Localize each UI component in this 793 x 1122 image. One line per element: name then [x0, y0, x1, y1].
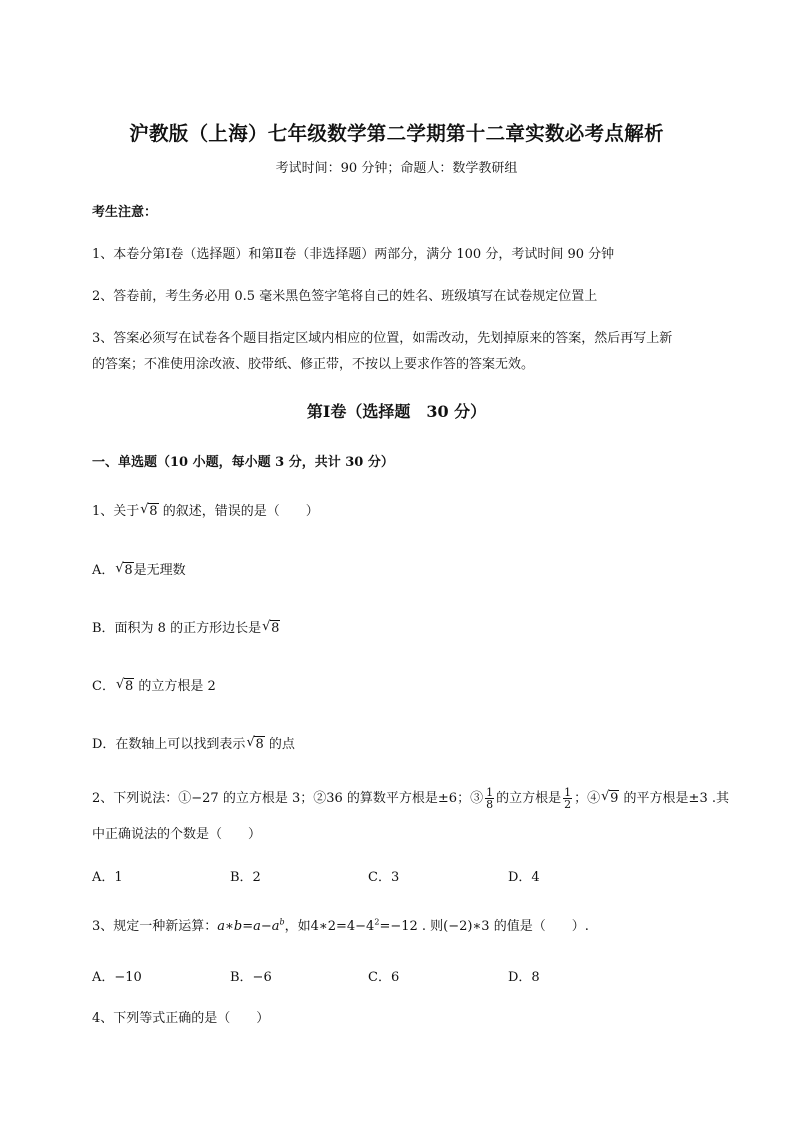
question-1-option-b[interactable]: B．面积为 8 的正方形边长是 √ 8 — [92, 619, 280, 636]
exam-subtitle: 考试时间：90 分钟；命题人：数学教研组 — [275, 161, 518, 176]
question-2-stem: 2、下列说法：①−27 的立方根是 3；②36 的算数平方根是±6；③ $\frac{1}{8}$ 的立方根是 $\frac{1}{2}$ ；④ √ 9 的平方根是±3 .其 — [92, 786, 729, 811]
question-3-option-c[interactable]: C．6 — [368, 970, 400, 985]
operation-example: 4∗2=4−4 — [310, 919, 375, 934]
notice-item-3: 3、答案必须写在试卷各个题目指定区域内相应的位置，如需改动，先划掉原来的答案，然后再写上新 — [92, 331, 673, 346]
question-2-option-c[interactable]: C．3 — [368, 870, 400, 885]
question-4-stem: 4、下列等式正确的是（ ） — [92, 1011, 270, 1026]
question-1-option-a[interactable]: A． √ 8是无理数 — [92, 561, 186, 578]
question-2-stem-cont: 中正确说法的个数是（ ） — [92, 827, 262, 842]
section-title: 第Ⅰ卷（选择题 30 分） — [306, 402, 487, 421]
question-1-stem: 1、关于 √ 8 的叙述，错误的是（ ） — [92, 502, 319, 519]
fraction-one-half: $\frac{1}{2}$ — [564, 786, 572, 811]
notice-item-3-cont: 的答案；不准使用涂改液、胶带纸、修正带，不按以上要求作答的答案无效。 — [92, 357, 535, 372]
sqrt-symbol: √ 8 — [115, 561, 133, 578]
fraction-one-eighth: $\frac{1}{8}$ — [486, 786, 494, 811]
question-2-option-d[interactable]: D．4 — [508, 870, 540, 885]
question-3-option-b[interactable]: B．−6 — [230, 970, 272, 985]
sqrt-symbol: √ 9 — [601, 789, 619, 806]
notice-item-1: 1、本卷分第Ⅰ卷（选择题）和第Ⅱ卷（非选择题）两部分，满分 100 分，考试时间 90 分钟 — [92, 247, 615, 262]
page-title: 沪教版（上海）七年级数学第二学期第十二章实数必考点解析 — [129, 122, 664, 145]
sqrt-symbol: √ 8 — [140, 502, 158, 519]
question-3-option-a[interactable]: A．−10 — [92, 970, 142, 985]
question-1-option-d[interactable]: D．在数轴上可以找到表示 √ 8 的点 — [92, 735, 295, 752]
question-2-option-a[interactable]: A．1 — [92, 870, 123, 885]
question-1-option-c[interactable]: C． √ 8 的立方根是 2 — [92, 677, 216, 694]
sqrt-symbol: √ 8 — [262, 619, 280, 636]
operation-definition: a∗b=a−a — [217, 919, 280, 934]
notice-heading: 考生注意： — [92, 205, 158, 220]
notice-item-2: 2、答卷前，考生务必用 0.5 毫米黑色签字笔将自己的姓名、班级填写在试卷规定位置上 — [92, 289, 598, 304]
part-heading: 一、单选题（10 小题，每小题 3 分，共计 30 分） — [92, 455, 394, 470]
question-3-option-d[interactable]: D．8 — [508, 970, 540, 985]
sqrt-symbol: √ 8 — [115, 677, 134, 694]
question-3-stem: 3、规定一种新运算：$a∗b=a-a^b$，如$4∗2=4-4^2=-12$ . 则(−2)∗3 的值是（ ）. — [92, 917, 589, 934]
question-2-option-b[interactable]: B．2 — [230, 870, 261, 885]
sqrt-symbol: √ 8 — [246, 735, 264, 752]
